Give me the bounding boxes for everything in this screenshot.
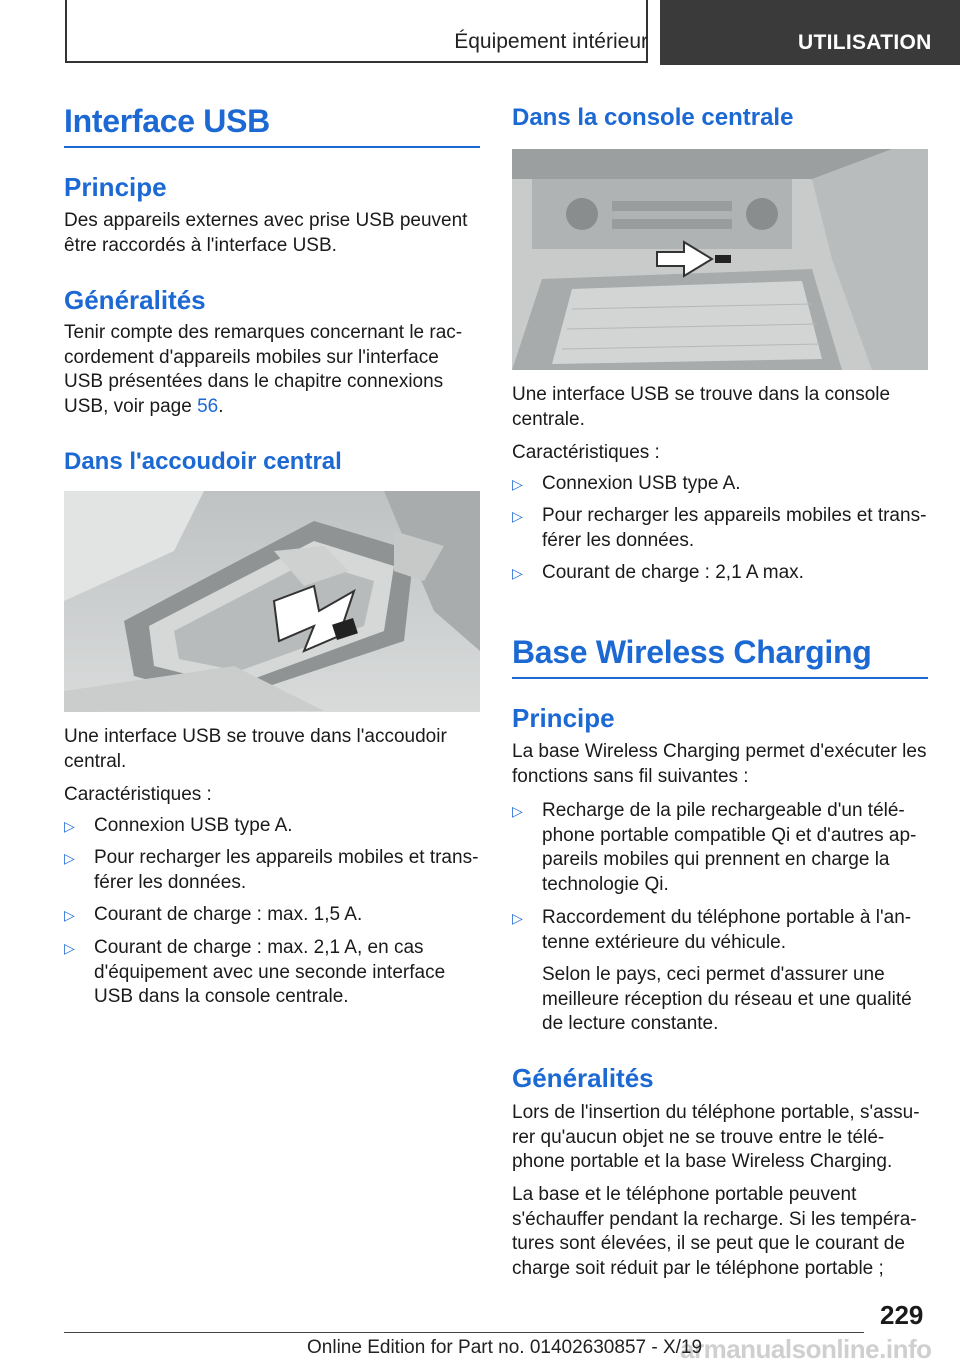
generalites-text: Tenir compte des remarques concernant le rac‐ cordement d'appareils mobiles sur l'interface USB présentées dans le chapitre connexions USB, voir page 56. <box>64 322 463 417</box>
section-title: Équipement intérieur <box>454 30 648 53</box>
triangle-bullet-icon: ▷ <box>512 508 523 524</box>
armrest-usb-photo <box>64 491 480 712</box>
footer-rule <box>64 1332 864 1333</box>
accoudoir-item-2: ▷ Pour recharger les appareils mobiles et trans‐ férer les données. <box>64 847 479 893</box>
heading-wireless-generalites: Généralités <box>512 1063 654 1093</box>
console-caption: Une interface USB se trouve dans la console centrale. <box>512 384 891 430</box>
accoudoir-caption: Une interface USB se trouve dans l'accoudoir central. <box>64 726 447 772</box>
heading-generalites: Généralités <box>64 285 206 315</box>
console-item-3: ▷ Courant de charge : 2,1 A max. <box>512 561 928 586</box>
wireless-item-note: Selon le pays, ceci permet d'assurer une meilleure réception du réseau et une qualité de lecture constante. <box>542 964 912 1034</box>
triangle-bullet-icon: ▷ <box>512 565 523 581</box>
wireless-item-1: ▷ Recharge de la pile rechargeable d'un télé‐ phone portable compatible Qi et d'autres ap‐ pareils mobiles qui prennent en charge la technologie Qi. <box>512 800 917 895</box>
wireless-generalites-p1: Lors de l'insertion du téléphone portable, s'assu‐ rer qu'aucun objet ne se trouve entre le télé‐ phone portable et la base Wireless Charging. <box>512 1102 920 1172</box>
console-item-1: ▷ Connexion USB type A. <box>512 472 928 497</box>
triangle-bullet-icon: ▷ <box>64 940 75 956</box>
heading-wireless-principe: Principe <box>512 703 615 733</box>
heading-accoudoir: Dans l'accoudoir central <box>64 448 342 475</box>
triangle-bullet-icon: ▷ <box>64 850 75 866</box>
triangle-bullet-icon: ▷ <box>64 818 75 834</box>
triangle-bullet-icon: ▷ <box>512 803 523 819</box>
chapter-tab-label: UTILISATION <box>798 31 932 54</box>
wireless-item-2: ▷ Raccordement du téléphone portable à l'an‐ tenne extérieure du véhicule. <box>512 907 912 953</box>
wireless-principe-text: La base Wireless Charging permet d'exécuter les fonctions sans fil suivantes : <box>512 741 927 787</box>
triangle-bullet-icon: ▷ <box>512 910 523 926</box>
console-usb-photo <box>512 149 928 370</box>
chapter-tab <box>660 0 960 65</box>
principe-text: Des appareils externes avec prise USB peuvent être raccordés à l'interface USB. <box>64 210 468 256</box>
triangle-bullet-icon: ▷ <box>512 476 523 492</box>
accoudoir-item-4: ▷ Courant de charge : max. 2,1 A, en cas d'équipement avec une seconde interface USB dans la console centrale. <box>64 937 446 1007</box>
accoudoir-item-1: ▷ Connexion USB type A. <box>64 814 480 839</box>
triangle-bullet-icon: ▷ <box>64 907 75 923</box>
heading-principe: Principe <box>64 172 167 202</box>
page-number: 229 <box>880 1300 924 1330</box>
title-rule <box>64 146 480 148</box>
watermark: armanualsonline.info <box>680 1334 932 1364</box>
console-item-2: ▷ Pour recharger les appareils mobiles et trans‐ férer les données. <box>512 505 927 551</box>
wireless-generalites-p2: La base et le téléphone portable peuvent s'échauffer pendant la recharge. Si les tempéra‐ tures sont élevées, il se peut que le courant de charge soit réduit par le téléphone portable ; <box>512 1184 917 1279</box>
accoudoir-features-label: Caractéristiques : <box>64 784 212 805</box>
page-link[interactable]: 56 <box>197 395 219 417</box>
accoudoir-item-3: ▷ Courant de charge : max. 1,5 A. <box>64 903 480 928</box>
title-interface-usb: Interface USB <box>64 103 270 139</box>
console-features-label: Caractéristiques : <box>512 442 660 463</box>
footer-edition: Online Edition for Part no. 01402630857 - X/19 <box>307 1337 703 1358</box>
heading-console: Dans la console centrale <box>512 104 794 131</box>
title-wireless-charging: Base Wireless Charging <box>512 634 872 670</box>
wireless-title-rule <box>512 677 928 679</box>
